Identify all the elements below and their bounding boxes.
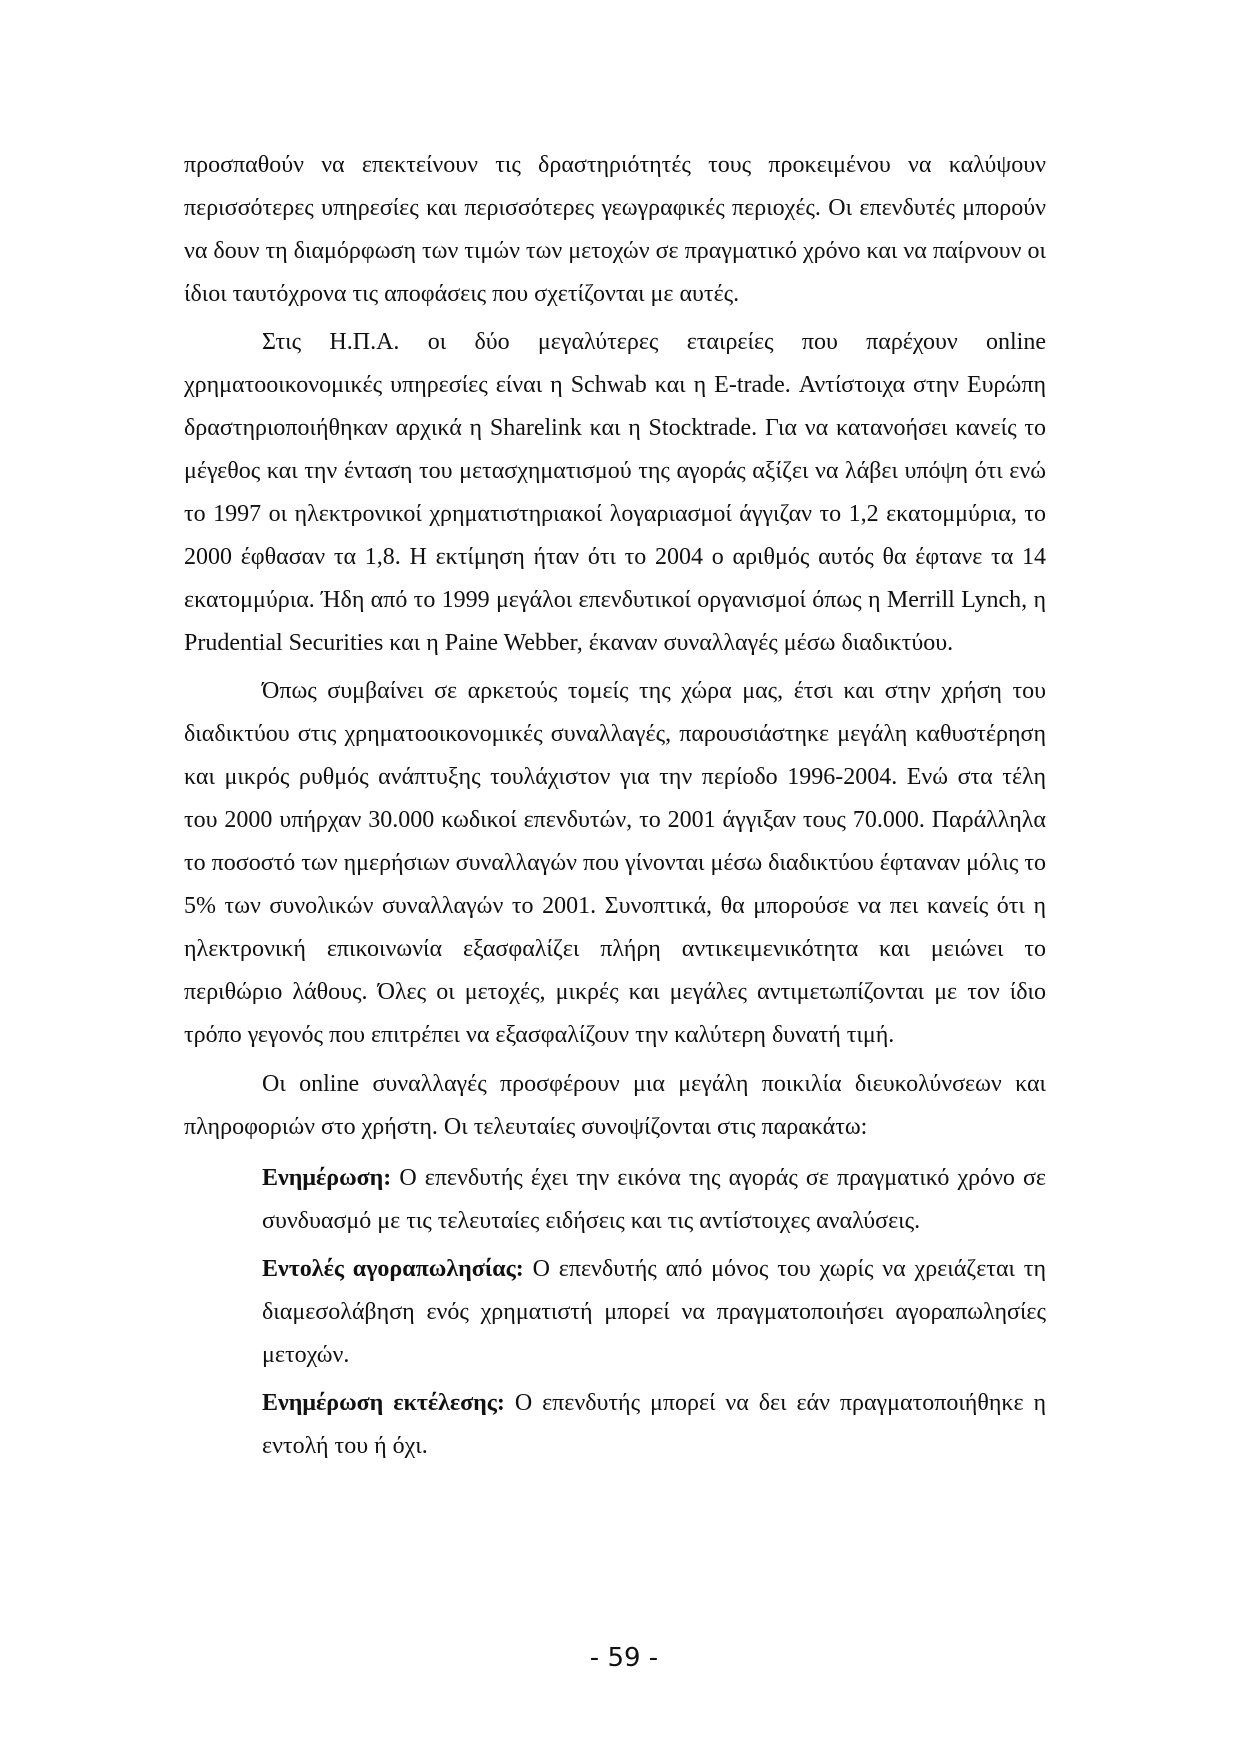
- page-number: - 59 -: [589, 1643, 659, 1673]
- service-description: Ο επενδυτής έχει την εικόνα της αγοράς σε πραγματικό χρόνο σε συνδυασμό με τις τελευταίες ειδήσεις και τις αντίστοιχες αναλύσεις.: [262, 1165, 1046, 1234]
- service-item-execution: [262, 1382, 1046, 1468]
- service-term: Ενημέρωση εκτέλεσης:: [262, 1390, 505, 1416]
- service-description: Ο επενδυτής από μόνος του χωρίς να χρειάζεται τη διαμεσολάβηση ενός χρηματιστή μπορεί να πραγματοποιήσει αγοραπωλησίες μετοχών.: [262, 1256, 1047, 1368]
- paragraph-greece: Όπως συμβαίνει σε αρκετούς τομείς της χώρα μας, έτσι και στην χρήση του διαδικτύου στις χρηματοοικονομικές συναλλαγές, παρουσιάστηκε μεγάλη καθυστέρηση και μικρός ρυθμός ανάπτυξης τουλάχιστον για την περίοδο 1996-2004. Ενώ στα τέλη του 2000 υπήρχαν 30.000 κωδικοί επενδυτών, το 2001 άγγιξαν τους 70.000. Παράλληλα το ποσοστό των ημερήσιων συναλλαγών που γίνονται μέσω διαδικτύου έφταναν μόλις το 5% των συνολικών συναλλαγών το 2001. Συνοπτικά, θα μπορούσε να πει κανείς ότι η ηλεκτρονική επικοινωνία εξασφαλίζει πλήρη αντικειμενικότητα και μειώνει το περιθώριο λάθους. Όλες οι μετοχές, μικρές και μεγάλες αντιμετωπίζονται με τον ίδιο τρόπο γεγονός που επιτρέπει να εξασφαλίζουν την καλύτερη δυνατή τιμή.: [184, 678, 1046, 1048]
- service-item-orders: [262, 1248, 1046, 1377]
- service-term: Ενημέρωση:: [262, 1165, 392, 1191]
- paragraph-usa-europe: Στις Η.Π.Α. οι δύο μεγαλύτερες εταιρείες που παρέχουν online χρηματοοικονομικές υπηρεσίες είναι η Schwab και η E-trade. Αντίστοιχα στην Ευρώπη δραστηριοποιήθηκαν αρχικά η Sharelink και η Stocktrade. Για να κατανοήσει κανείς το μέγεθος και την ένταση του μετασχηματισμού της αγοράς αξίζει να λάβει υπόψη ότι ενώ το 1997 οι ηλεκτρονικοί χρηματιστηριακοί λογαριασμοί άγγιζαν το 1,2 εκατομμύρια, το 2000 έφθασαν τα 1,8. Η εκτίμηση ήταν ότι το 2004 ο αριθμός αυτός θα έφτανε τα 14 εκατομμύρια. Ήδη από το 1999 μεγάλοι επενδυτικοί οργανισμοί όπως η Merrill Lynch, η Prudential Securities και η Paine Webber, έκαναν συναλλαγές μέσω διαδικτύου.: [184, 329, 1046, 656]
- page-body: [184, 144, 1046, 1473]
- service-term: Εντολές αγοραπωλησίας:: [262, 1256, 524, 1282]
- service-description: Ο επενδυτής μπορεί να δει εάν πραγματοποιήθηκε η εντολή του ή όχι.: [262, 1390, 1047, 1459]
- service-item-update: [262, 1157, 1046, 1243]
- paragraph-online-services-intro: Οι online συναλλαγές προσφέρουν μια μεγάλη ποικιλία διευκολύνσεων και πληροφοριών στο χρήστη. Οι τελευταίες συνοψίζονται στις παρακάτω:: [184, 1071, 1046, 1140]
- paragraph-continuation: προσπαθούν να επεκτείνουν τις δραστηριότητές τους προκειμένου να καλύψουν περισσότερες υπηρεσίες και περισσότερες γεωγραφικές περιοχές. Οι επενδυτές μπορούν να δουν τη διαμόρφωση των τιμών των μετοχών σε πραγματικό χρόνο και να παίρνουν οι ίδιοι ταυτόχρονα τις αποφάσεις που σχετίζονται με αυτές.: [184, 152, 1046, 307]
